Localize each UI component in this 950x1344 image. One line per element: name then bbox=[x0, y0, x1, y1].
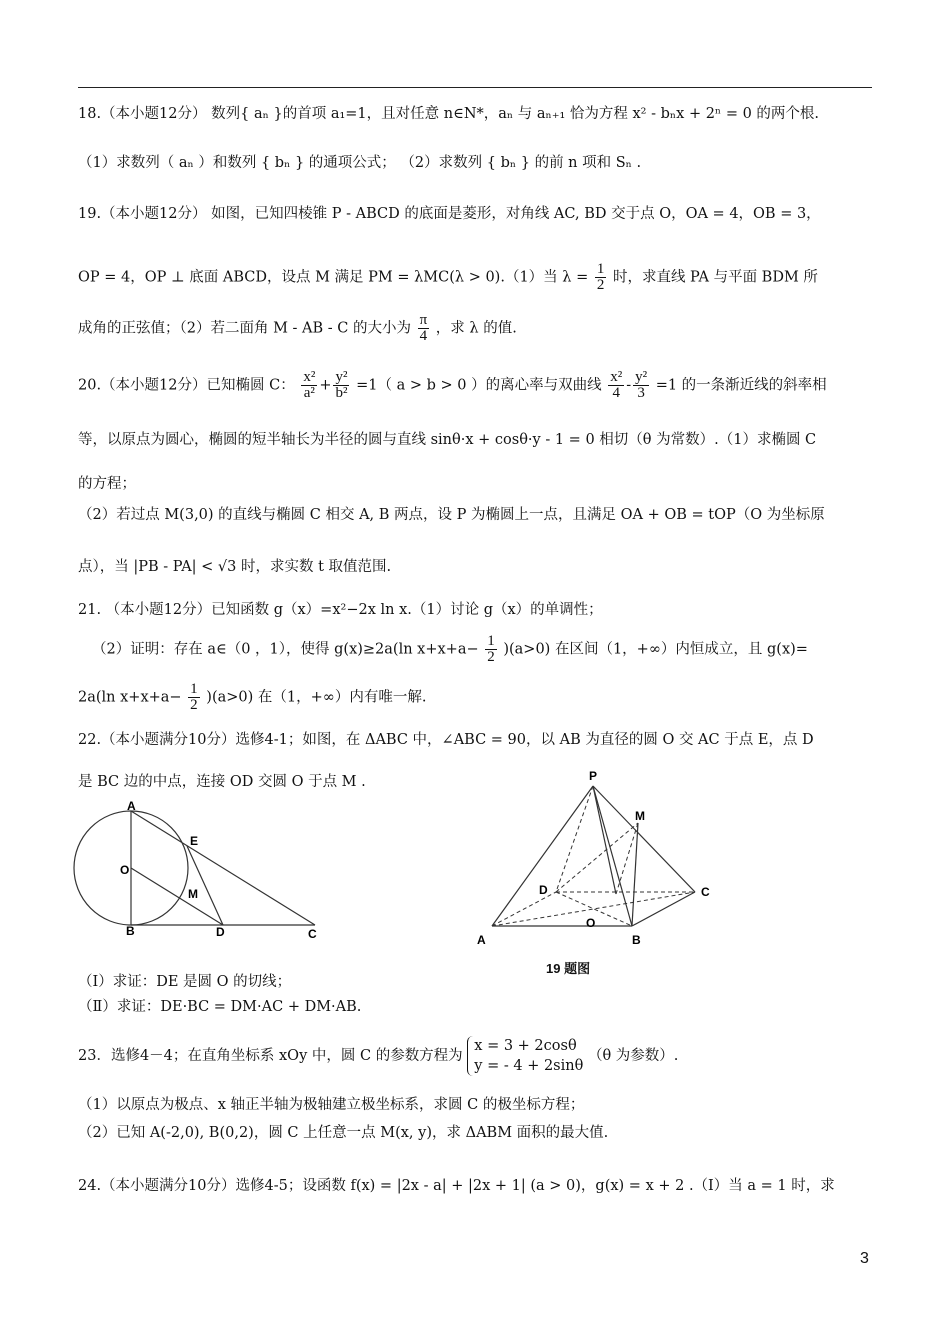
fraction-x2-4 bbox=[608, 370, 624, 401]
q20-line1-c: =1 的一条渐近线的斜率相 bbox=[655, 377, 827, 394]
frac-num: y² bbox=[335, 369, 348, 385]
parametric-x: x = 3 + 2cosθ bbox=[474, 1038, 577, 1054]
fraction-one-half bbox=[188, 682, 200, 713]
frac-num: 1 bbox=[596, 261, 605, 277]
frac-den: b² bbox=[335, 385, 348, 401]
q20-line4: （2）若过点 M(3,0) 的直线与椭圆 C 相交 A, B 两点，设 P 为椭圆上一点，且满足 OA + OB = tOP（O 为坐标原 bbox=[78, 507, 825, 523]
edge-po bbox=[593, 786, 616, 894]
frac-den: 4 bbox=[419, 328, 428, 344]
label-d: D bbox=[216, 925, 225, 939]
q23-line1-b: （θ 为参数）. bbox=[587, 1048, 679, 1064]
q22-line2: 是 BC 边的中点，连接 OD 交圆 O 于点 M . bbox=[78, 774, 366, 790]
q22-line1: 22.（本小题满分10分）选修4-1；如图，在 ΔABC 中，∠ABC = 90，以 AB 为直径的圆 O 交 AC 于点 E，点 D bbox=[78, 732, 814, 748]
fraction-y2-b2 bbox=[333, 370, 349, 401]
header-rule bbox=[78, 87, 872, 88]
figure-q19-pyramid bbox=[470, 766, 730, 951]
q22-part1: （Ⅰ）求证：DE 是圆 O 的切线； bbox=[78, 974, 292, 990]
edge-bc bbox=[632, 892, 695, 926]
q23-line1 bbox=[78, 1036, 878, 1076]
q19-line2 bbox=[78, 262, 878, 293]
segment-od bbox=[131, 868, 223, 925]
q24-line1: 24.（本小题满分10分）选修4-5；设函数 f(x) = |2x - a| + |2x + 1| (a > 0)，g(x) = x + 2 .（Ⅰ）当 a = 1 时，求 bbox=[78, 1178, 835, 1194]
segment-dm-hidden bbox=[556, 823, 638, 892]
q20-line3: 的方程； bbox=[78, 476, 136, 492]
q23-line3: （2）已知 A(-2,0), B(0,2)，圆 C 上任意一点 M(x, y)，求 ΔABM 面积的最大值. bbox=[78, 1125, 609, 1141]
fraction-one-half bbox=[595, 262, 607, 293]
label-e: E bbox=[190, 834, 199, 848]
q18-line1: 18.（本小题12分） 数列{ aₙ }的首项 a₁=1，且对任意 n∈N*，aₙ 与 aₙ₊₁ 恰为方程 x² - bₙx + 2ⁿ = 0 的两个根. bbox=[78, 106, 820, 122]
parametric-system bbox=[467, 1036, 583, 1076]
frac-num: 1 bbox=[190, 681, 198, 697]
q23-line1-a: 23．选修4－4；在直角坐标系 xOy 中，圆 C 的参数方程为 bbox=[78, 1048, 463, 1064]
fraction-y2-3 bbox=[633, 370, 649, 401]
fraction-x2-a2 bbox=[301, 370, 317, 401]
q21-line3-a: 2a(ln x+x+a− bbox=[78, 689, 182, 706]
frac-num: y² bbox=[635, 369, 648, 385]
label-m: M bbox=[188, 887, 198, 901]
parametric-y: y = - 4 + 2sinθ bbox=[474, 1058, 584, 1074]
q21-line3-b: )(a>0) 在（1，+∞）内有唯一解. bbox=[206, 689, 427, 706]
q19-line3 bbox=[78, 313, 878, 344]
page-number: 3 bbox=[860, 1250, 869, 1267]
q19-line3-b: ，求 λ 的值. bbox=[435, 320, 517, 337]
frac-num: x² bbox=[303, 369, 316, 385]
frac-den: 2 bbox=[487, 649, 495, 665]
frac-den: a² bbox=[303, 385, 315, 401]
q20-line5: 点），当 |PB - PA| < √3 时，求实数 t 取值范围. bbox=[78, 559, 392, 575]
label-m: M bbox=[635, 809, 645, 823]
q21-line2 bbox=[92, 634, 892, 665]
label-o: O bbox=[586, 916, 596, 930]
fraction-pi-over-4 bbox=[418, 313, 430, 344]
q21-line1: 21. （本小题12分）已知函数 g（x）=x²−2x ln x.（1）讨论 g（x）的单调性； bbox=[78, 602, 603, 618]
q23-line2: （1）以原点为极点、x 轴正半轴为极轴建立极坐标系，求圆 C 的极坐标方程； bbox=[78, 1097, 585, 1113]
q21-line3 bbox=[78, 682, 878, 713]
figure-q22-circle-triangle bbox=[70, 800, 330, 945]
label-b: B bbox=[632, 933, 641, 947]
frac-den: 2 bbox=[190, 697, 198, 713]
q20-line1: 20.（本小题12分）已知椭圆 C： $\frac{\text{x²}}{\text{a²}}$ + $\frac{\text{y²}}{\text{b²}}$ =1（ a > b > 0 ）的离心率与双曲线 $\frac{\text{x²}}{4}$ - $\frac{\text{y²}}{3}$ =1 的一条渐近线的斜率相 bbox=[78, 369, 827, 401]
frac-num: 1 bbox=[487, 633, 495, 649]
q20-line1-a: 20.（本小题12分）已知椭圆 C： bbox=[78, 377, 295, 394]
label-o: O bbox=[120, 863, 130, 877]
label-d: D bbox=[539, 883, 548, 897]
q19-line3-a: 成角的正弦值；（2）若二面角 M - AB - C 的大小为 bbox=[78, 320, 411, 337]
q19-line2-b: 时，求直线 PA 与平面 BDM 所 bbox=[612, 269, 818, 286]
label-a: A bbox=[127, 800, 136, 813]
frac-num: x² bbox=[610, 369, 623, 385]
edge-pa bbox=[492, 786, 593, 926]
q19-line1: 19.（本小题12分） 如图，已知四棱锥 P - ABCD 的底面是菱形，对角线 AC, BD 交于点 O，OA = 4，OB = 3， bbox=[78, 206, 821, 222]
q20-line1-b: =1（ a > b > 0 ）的离心率与双曲线 bbox=[356, 377, 602, 394]
frac-den: 2 bbox=[596, 277, 605, 293]
edge-ad-hidden bbox=[492, 892, 556, 926]
q21-line2-a: （2）证明：存在 a∈（0 ，1），使得 g(x)≥2a(ln x+x+a− bbox=[92, 641, 479, 658]
frac-den: 4 bbox=[612, 385, 620, 401]
frac-num: π bbox=[419, 312, 428, 328]
figure-19-caption: 19 题图 bbox=[546, 961, 591, 976]
label-c: C bbox=[701, 885, 710, 899]
q18-line2: （1）求数列（ aₙ ）和数列 { bₙ } 的通项公式； （2）求数列 { bₙ } 的前 n 项和 Sₙ . bbox=[78, 155, 642, 171]
label-c: C bbox=[308, 927, 317, 941]
q19-line2-a: OP = 4，OP ⊥ 底面 ABCD，设点 M 满足 PM = λMC(λ > 0).（1）当 λ = bbox=[78, 269, 589, 286]
q21-line2-b: )(a>0) 在区间（1，+∞）内恒成立，且 g(x)= bbox=[503, 641, 808, 658]
q20-line2: 等，以原点为圆心，椭圆的短半轴长为半径的圆与直线 sinθ·x + cosθ·y - 1 = 0 相切（θ 为常数）.（1）求椭圆 C bbox=[78, 432, 817, 448]
label-b: B bbox=[126, 924, 135, 938]
label-a: A bbox=[477, 933, 486, 947]
segment-ac bbox=[131, 811, 315, 925]
fraction-one-half bbox=[485, 634, 497, 665]
frac-den: 3 bbox=[637, 385, 645, 401]
label-p: P bbox=[589, 769, 598, 783]
q22-part2: （Ⅱ）求证：DE·BC = DM·AC + DM·AB. bbox=[78, 999, 362, 1015]
